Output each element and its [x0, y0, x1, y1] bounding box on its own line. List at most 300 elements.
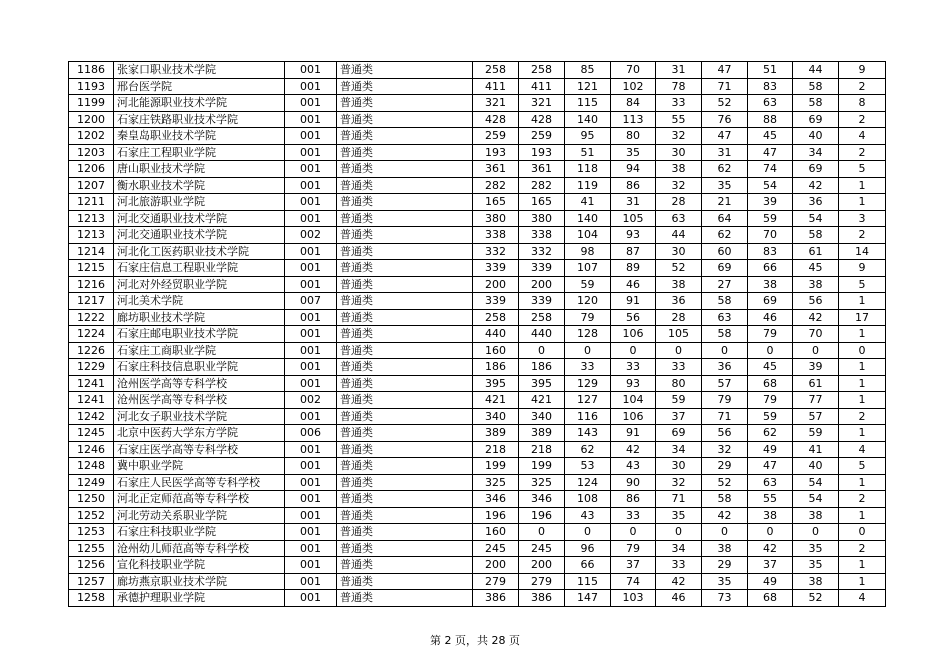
major-group-code-cell: 001 [285, 95, 337, 112]
major-group-code-cell: 006 [285, 425, 337, 442]
major-group-code-cell: 001 [285, 194, 337, 211]
score-8-cell: 36 [793, 194, 839, 211]
score-1-cell: 325 [473, 474, 519, 491]
score-9-cell: 1 [839, 425, 886, 442]
major-group-code-cell: 007 [285, 293, 337, 310]
school-name-cell: 宣化科技职业学院 [114, 557, 285, 574]
score-8-cell: 57 [793, 408, 839, 425]
school-code-cell: 1226 [69, 342, 114, 359]
major-group-code-cell: 001 [285, 375, 337, 392]
score-3-cell: 0 [565, 524, 611, 541]
category-cell: 普通类 [337, 375, 473, 392]
score-2-cell: 339 [519, 293, 565, 310]
score-6-cell: 47 [702, 128, 748, 145]
school-code-cell: 1203 [69, 144, 114, 161]
major-group-code-cell: 001 [285, 590, 337, 607]
score-3-cell: 116 [565, 408, 611, 425]
school-name-cell: 石家庄医学高等专科学校 [114, 441, 285, 458]
table-row [69, 392, 886, 409]
category-cell: 普通类 [337, 309, 473, 326]
school-code-cell: 1213 [69, 227, 114, 244]
score-9-cell: 4 [839, 128, 886, 145]
score-4-cell: 94 [611, 161, 656, 178]
score-4-cell: 89 [611, 260, 656, 277]
score-5-cell: 44 [656, 227, 702, 244]
school-name-cell: 河北女子职业技术学院 [114, 408, 285, 425]
score-1-cell: 200 [473, 276, 519, 293]
score-3-cell: 124 [565, 474, 611, 491]
score-8-cell: 45 [793, 260, 839, 277]
score-9-cell: 0 [839, 342, 886, 359]
score-2-cell: 421 [519, 392, 565, 409]
school-name-cell: 张家口职业技术学院 [114, 62, 285, 79]
school-code-cell: 1229 [69, 359, 114, 376]
category-cell: 普通类 [337, 260, 473, 277]
score-9-cell: 1 [839, 507, 886, 524]
score-2-cell: 199 [519, 458, 565, 475]
school-code-cell: 1224 [69, 326, 114, 343]
school-code-cell: 1217 [69, 293, 114, 310]
score-3-cell: 120 [565, 293, 611, 310]
score-7-cell: 37 [748, 557, 793, 574]
score-6-cell: 64 [702, 210, 748, 227]
score-4-cell: 37 [611, 557, 656, 574]
score-1-cell: 196 [473, 507, 519, 524]
category-cell: 普通类 [337, 326, 473, 343]
school-name-cell: 秦皇岛职业技术学院 [114, 128, 285, 145]
score-1-cell: 389 [473, 425, 519, 442]
score-4-cell: 91 [611, 293, 656, 310]
score-1-cell: 361 [473, 161, 519, 178]
score-8-cell: 56 [793, 293, 839, 310]
school-name-cell: 石家庄铁路职业技术学院 [114, 111, 285, 128]
score-5-cell: 46 [656, 590, 702, 607]
score-5-cell: 28 [656, 309, 702, 326]
score-8-cell: 58 [793, 227, 839, 244]
category-cell: 普通类 [337, 78, 473, 95]
category-cell: 普通类 [337, 95, 473, 112]
score-5-cell: 0 [656, 342, 702, 359]
table-row [69, 441, 886, 458]
school-code-cell: 1213 [69, 210, 114, 227]
school-code-cell: 1186 [69, 62, 114, 79]
school-name-cell: 北京中医药大学东方学院 [114, 425, 285, 442]
school-name-cell: 石家庄邮电职业技术学院 [114, 326, 285, 343]
school-name-cell: 河北美术学院 [114, 293, 285, 310]
score-4-cell: 93 [611, 375, 656, 392]
score-7-cell: 66 [748, 260, 793, 277]
score-3-cell: 79 [565, 309, 611, 326]
category-cell: 普通类 [337, 177, 473, 194]
table-row [69, 210, 886, 227]
school-code-cell: 1245 [69, 425, 114, 442]
score-9-cell: 2 [839, 491, 886, 508]
table-row [69, 491, 886, 508]
score-8-cell: 0 [793, 524, 839, 541]
major-group-code-cell: 001 [285, 326, 337, 343]
score-1-cell: 339 [473, 293, 519, 310]
score-1-cell: 160 [473, 524, 519, 541]
score-7-cell: 70 [748, 227, 793, 244]
category-cell: 普通类 [337, 392, 473, 409]
major-group-code-cell: 001 [285, 441, 337, 458]
score-4-cell: 113 [611, 111, 656, 128]
category-cell: 普通类 [337, 507, 473, 524]
score-3-cell: 62 [565, 441, 611, 458]
score-4-cell: 43 [611, 458, 656, 475]
school-code-cell: 1248 [69, 458, 114, 475]
score-1-cell: 346 [473, 491, 519, 508]
school-name-cell: 石家庄工程职业学院 [114, 144, 285, 161]
score-5-cell: 59 [656, 392, 702, 409]
category-cell: 普通类 [337, 243, 473, 260]
score-3-cell: 33 [565, 359, 611, 376]
score-6-cell: 32 [702, 441, 748, 458]
score-8-cell: 77 [793, 392, 839, 409]
major-group-code-cell: 001 [285, 309, 337, 326]
score-9-cell: 0 [839, 524, 886, 541]
score-7-cell: 63 [748, 95, 793, 112]
score-5-cell: 33 [656, 95, 702, 112]
score-2-cell: 321 [519, 95, 565, 112]
score-2-cell: 361 [519, 161, 565, 178]
score-2-cell: 325 [519, 474, 565, 491]
score-1-cell: 245 [473, 540, 519, 557]
score-5-cell: 80 [656, 375, 702, 392]
score-4-cell: 86 [611, 491, 656, 508]
score-3-cell: 41 [565, 194, 611, 211]
score-6-cell: 71 [702, 408, 748, 425]
score-8-cell: 58 [793, 95, 839, 112]
score-5-cell: 78 [656, 78, 702, 95]
table-row [69, 573, 886, 590]
score-7-cell: 38 [748, 507, 793, 524]
table-row [69, 507, 886, 524]
school-code-cell: 1199 [69, 95, 114, 112]
score-8-cell: 54 [793, 474, 839, 491]
school-code-cell: 1253 [69, 524, 114, 541]
score-7-cell: 49 [748, 573, 793, 590]
score-5-cell: 38 [656, 161, 702, 178]
score-6-cell: 71 [702, 78, 748, 95]
major-group-code-cell: 001 [285, 111, 337, 128]
score-2-cell: 380 [519, 210, 565, 227]
score-8-cell: 52 [793, 590, 839, 607]
score-4-cell: 35 [611, 144, 656, 161]
score-7-cell: 45 [748, 128, 793, 145]
school-code-cell: 1193 [69, 78, 114, 95]
score-9-cell: 2 [839, 227, 886, 244]
score-7-cell: 68 [748, 590, 793, 607]
major-group-code-cell: 001 [285, 161, 337, 178]
score-5-cell: 36 [656, 293, 702, 310]
school-code-cell: 1216 [69, 276, 114, 293]
school-name-cell: 石家庄信息工程职业学院 [114, 260, 285, 277]
score-6-cell: 58 [702, 326, 748, 343]
major-group-code-cell: 001 [285, 540, 337, 557]
score-5-cell: 28 [656, 194, 702, 211]
score-5-cell: 71 [656, 491, 702, 508]
table-row [69, 326, 886, 343]
score-1-cell: 200 [473, 557, 519, 574]
score-5-cell: 30 [656, 144, 702, 161]
school-name-cell: 河北旅游职业学院 [114, 194, 285, 211]
score-1-cell: 411 [473, 78, 519, 95]
table-row [69, 78, 886, 95]
score-9-cell: 1 [839, 392, 886, 409]
major-group-code-cell: 001 [285, 359, 337, 376]
score-9-cell: 1 [839, 177, 886, 194]
score-7-cell: 47 [748, 144, 793, 161]
score-1-cell: 259 [473, 128, 519, 145]
score-5-cell: 34 [656, 540, 702, 557]
score-5-cell: 35 [656, 507, 702, 524]
score-8-cell: 54 [793, 210, 839, 227]
school-code-cell: 1258 [69, 590, 114, 607]
school-code-cell: 1242 [69, 408, 114, 425]
school-code-cell: 1257 [69, 573, 114, 590]
table-row [69, 144, 886, 161]
score-3-cell: 53 [565, 458, 611, 475]
category-cell: 普通类 [337, 144, 473, 161]
score-7-cell: 45 [748, 359, 793, 376]
category-cell: 普通类 [337, 359, 473, 376]
table-row [69, 342, 886, 359]
score-6-cell: 62 [702, 227, 748, 244]
school-code-cell: 1256 [69, 557, 114, 574]
score-4-cell: 0 [611, 342, 656, 359]
score-2-cell: 196 [519, 507, 565, 524]
score-2-cell: 258 [519, 62, 565, 79]
score-4-cell: 84 [611, 95, 656, 112]
score-1-cell: 160 [473, 342, 519, 359]
score-8-cell: 58 [793, 78, 839, 95]
category-cell: 普通类 [337, 276, 473, 293]
score-7-cell: 0 [748, 342, 793, 359]
score-7-cell: 55 [748, 491, 793, 508]
category-cell: 普通类 [337, 210, 473, 227]
score-1-cell: 440 [473, 326, 519, 343]
score-9-cell: 1 [839, 359, 886, 376]
table-row [69, 375, 886, 392]
score-9-cell: 5 [839, 276, 886, 293]
score-6-cell: 52 [702, 474, 748, 491]
score-3-cell: 66 [565, 557, 611, 574]
score-2-cell: 259 [519, 128, 565, 145]
score-7-cell: 69 [748, 293, 793, 310]
score-6-cell: 58 [702, 293, 748, 310]
major-group-code-cell: 001 [285, 458, 337, 475]
score-1-cell: 395 [473, 375, 519, 392]
school-name-cell: 河北交通职业技术学院 [114, 227, 285, 244]
table-row [69, 260, 886, 277]
school-name-cell: 河北劳动关系职业学院 [114, 507, 285, 524]
score-2-cell: 346 [519, 491, 565, 508]
score-4-cell: 70 [611, 62, 656, 79]
score-3-cell: 115 [565, 573, 611, 590]
category-cell: 普通类 [337, 227, 473, 244]
score-4-cell: 80 [611, 128, 656, 145]
table-row [69, 557, 886, 574]
score-2-cell: 440 [519, 326, 565, 343]
school-code-cell: 1207 [69, 177, 114, 194]
score-3-cell: 108 [565, 491, 611, 508]
score-7-cell: 59 [748, 210, 793, 227]
table-row [69, 309, 886, 326]
score-3-cell: 121 [565, 78, 611, 95]
category-cell: 普通类 [337, 491, 473, 508]
score-5-cell: 32 [656, 177, 702, 194]
category-cell: 普通类 [337, 425, 473, 442]
table-row [69, 425, 886, 442]
score-9-cell: 5 [839, 458, 886, 475]
score-8-cell: 38 [793, 507, 839, 524]
score-6-cell: 0 [702, 342, 748, 359]
score-6-cell: 58 [702, 491, 748, 508]
score-5-cell: 32 [656, 474, 702, 491]
score-6-cell: 42 [702, 507, 748, 524]
category-cell: 普通类 [337, 161, 473, 178]
score-3-cell: 147 [565, 590, 611, 607]
score-6-cell: 52 [702, 95, 748, 112]
score-5-cell: 37 [656, 408, 702, 425]
major-group-code-cell: 001 [285, 474, 337, 491]
school-name-cell: 石家庄科技信息职业学院 [114, 359, 285, 376]
score-2-cell: 395 [519, 375, 565, 392]
score-1-cell: 165 [473, 194, 519, 211]
school-name-cell: 衡水职业技术学院 [114, 177, 285, 194]
score-5-cell: 52 [656, 260, 702, 277]
score-7-cell: 83 [748, 78, 793, 95]
school-code-cell: 1250 [69, 491, 114, 508]
category-cell: 普通类 [337, 458, 473, 475]
table-row [69, 243, 886, 260]
school-code-cell: 1222 [69, 309, 114, 326]
page-footer: 第 2 页，共 28 页 [430, 634, 520, 647]
score-3-cell: 140 [565, 111, 611, 128]
score-3-cell: 104 [565, 227, 611, 244]
school-name-cell: 廊坊职业技术学院 [114, 309, 285, 326]
table-row [69, 128, 886, 145]
school-code-cell: 1246 [69, 441, 114, 458]
score-6-cell: 57 [702, 375, 748, 392]
score-9-cell: 9 [839, 62, 886, 79]
score-1-cell: 258 [473, 309, 519, 326]
school-name-cell: 河北正定师范高等专科学校 [114, 491, 285, 508]
score-8-cell: 69 [793, 111, 839, 128]
score-7-cell: 88 [748, 111, 793, 128]
major-group-code-cell: 001 [285, 128, 337, 145]
score-6-cell: 21 [702, 194, 748, 211]
score-4-cell: 103 [611, 590, 656, 607]
major-group-code-cell: 002 [285, 227, 337, 244]
score-7-cell: 46 [748, 309, 793, 326]
score-2-cell: 193 [519, 144, 565, 161]
score-6-cell: 62 [702, 161, 748, 178]
score-8-cell: 70 [793, 326, 839, 343]
school-code-cell: 1202 [69, 128, 114, 145]
major-group-code-cell: 001 [285, 573, 337, 590]
score-5-cell: 33 [656, 359, 702, 376]
category-cell: 普通类 [337, 62, 473, 79]
score-8-cell: 61 [793, 375, 839, 392]
score-5-cell: 30 [656, 458, 702, 475]
score-3-cell: 59 [565, 276, 611, 293]
score-2-cell: 332 [519, 243, 565, 260]
score-5-cell: 31 [656, 62, 702, 79]
score-2-cell: 428 [519, 111, 565, 128]
table-row [69, 161, 886, 178]
score-4-cell: 33 [611, 359, 656, 376]
score-1-cell: 218 [473, 441, 519, 458]
category-cell: 普通类 [337, 524, 473, 541]
score-1-cell: 186 [473, 359, 519, 376]
score-7-cell: 59 [748, 408, 793, 425]
score-3-cell: 98 [565, 243, 611, 260]
score-4-cell: 86 [611, 177, 656, 194]
table-row [69, 359, 886, 376]
score-1-cell: 332 [473, 243, 519, 260]
school-name-cell: 廊坊燕京职业技术学院 [114, 573, 285, 590]
score-1-cell: 282 [473, 177, 519, 194]
school-name-cell: 石家庄工商职业学院 [114, 342, 285, 359]
score-2-cell: 200 [519, 557, 565, 574]
score-8-cell: 38 [793, 573, 839, 590]
school-name-cell: 河北能源职业技术学院 [114, 95, 285, 112]
score-2-cell: 218 [519, 441, 565, 458]
major-group-code-cell: 001 [285, 276, 337, 293]
score-9-cell: 1 [839, 573, 886, 590]
school-name-cell: 河北化工医药职业技术学院 [114, 243, 285, 260]
table-row [69, 293, 886, 310]
score-4-cell: 56 [611, 309, 656, 326]
score-7-cell: 39 [748, 194, 793, 211]
score-7-cell: 79 [748, 392, 793, 409]
category-cell: 普通类 [337, 573, 473, 590]
score-4-cell: 102 [611, 78, 656, 95]
score-9-cell: 1 [839, 375, 886, 392]
score-6-cell: 29 [702, 557, 748, 574]
score-5-cell: 105 [656, 326, 702, 343]
category-cell: 普通类 [337, 342, 473, 359]
score-4-cell: 90 [611, 474, 656, 491]
score-1-cell: 339 [473, 260, 519, 277]
score-2-cell: 386 [519, 590, 565, 607]
score-3-cell: 107 [565, 260, 611, 277]
score-9-cell: 4 [839, 590, 886, 607]
major-group-code-cell: 001 [285, 62, 337, 79]
score-2-cell: 279 [519, 573, 565, 590]
school-code-cell: 1200 [69, 111, 114, 128]
category-cell: 普通类 [337, 474, 473, 491]
table-row [69, 590, 886, 607]
major-group-code-cell: 001 [285, 408, 337, 425]
major-group-code-cell: 001 [285, 260, 337, 277]
score-6-cell: 36 [702, 359, 748, 376]
table-row [69, 177, 886, 194]
table-row [69, 524, 886, 541]
table-row [69, 540, 886, 557]
score-3-cell: 0 [565, 342, 611, 359]
score-7-cell: 54 [748, 177, 793, 194]
major-group-code-cell: 001 [285, 243, 337, 260]
score-9-cell: 14 [839, 243, 886, 260]
major-group-code-cell: 001 [285, 491, 337, 508]
admission-score-table [68, 61, 886, 607]
score-8-cell: 61 [793, 243, 839, 260]
school-code-cell: 1214 [69, 243, 114, 260]
score-2-cell: 411 [519, 78, 565, 95]
